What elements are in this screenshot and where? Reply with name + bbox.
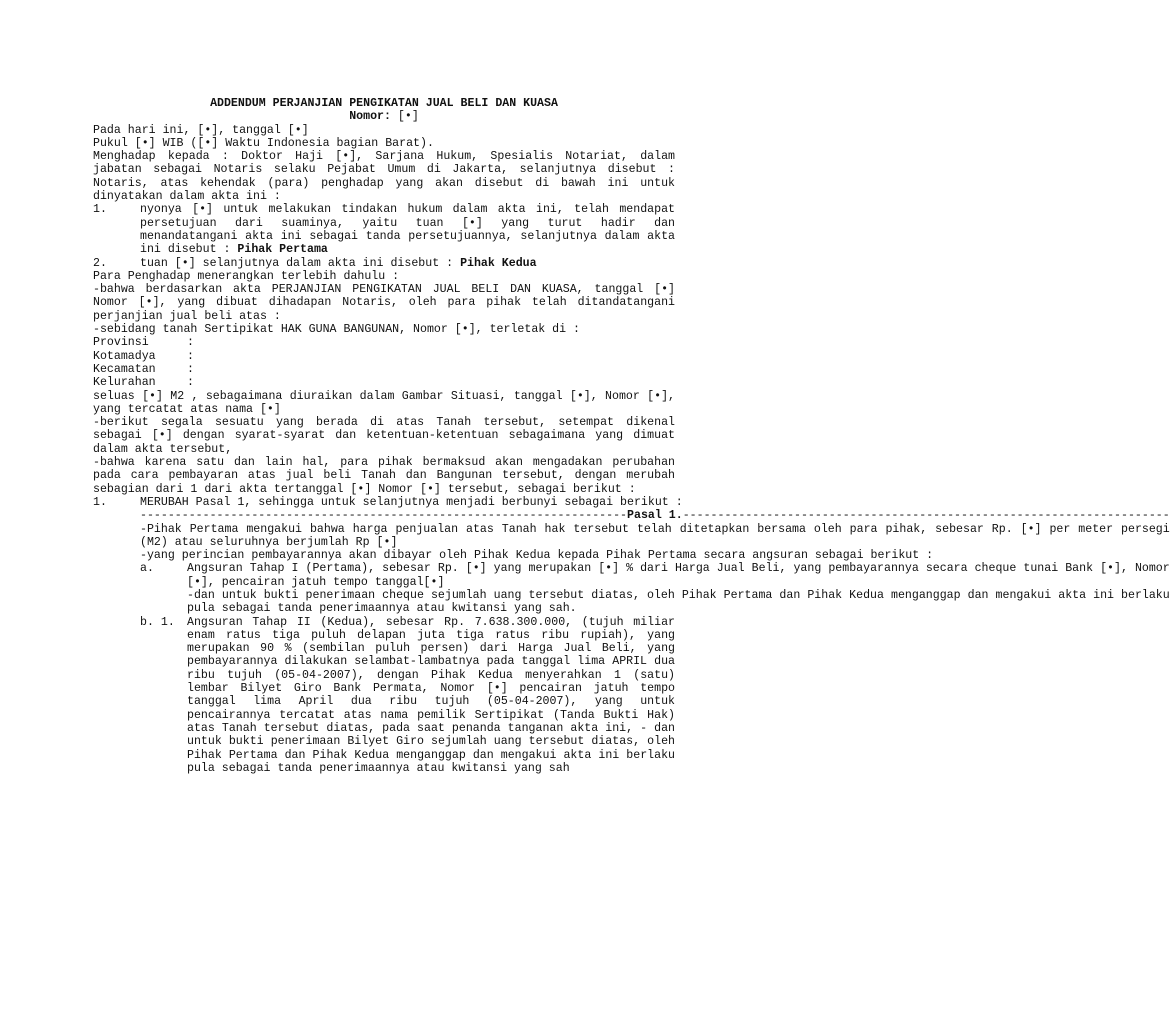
paragraph-price: -Pihak Pertama mengakui bahwa harga penjualan atas Tanah hak tersebut telah ditetapkan bersama oleh para pihak, sebesar Rp. [•] per meter persegi (M2) atau seluruhnya berjumlah Rp [•] xyxy=(140,522,1170,549)
amendment-item xyxy=(93,495,1170,616)
field-district: Kecamatan : xyxy=(93,362,194,376)
paragraph-area: seluas [•] M2 , sebagaimana diuraikan dalam Gambar Situasi, tanggal [•], Nomor [•], yang tercatat atas nama [•] xyxy=(93,389,675,416)
paragraph-day: Pada hari ini, [•], tanggal [•] xyxy=(93,123,309,137)
party-one-item xyxy=(93,203,675,256)
installment-b-text: Angsuran Tahap II (Kedua), sebesar Rp. 7.638.300.000, (tujuh miliar enam ratus tiga puluh delapan juta tiga ratus ribu rupiah), yang merupakan 90 % (sembilan puluh persen) dari Harga Jual Beli, yang pembayarannya dilakukan selambat-lambatnya pada tanggal lima APRIL dua ribu tujuh (05-04-2007), dengan Pihak Kedua menyerahkan 1 (satu) lembar Bilyet Giro Bank Permata, Nomor [•] pencairan jatuh tempo tanggal lima April dua ribu tujuh (05-04-2007), yang untuk pencairannya tercatat atas nama pemilik Sertipikat (Tanda Bukti Hak) atas Tanah tersebut diatas, pada saat penanda tanganan akta ini, - dan untuk bukti penerimaan Bilyet Giro sejumlah uang tersebut diatas, oleh Pihak Pertama dan Pihak Kedua menganggap dan mengakui akta ini berlaku pula sebagai tanda penerimaannya atau kwitansi yang sah xyxy=(187,615,675,775)
installment-a xyxy=(140,562,1170,615)
paragraph-land: -sebidang tanah Sertipikat HAK GUNA BANGUNAN, Nomor [•], terletak di : xyxy=(93,323,581,337)
paragraph-explain: Para Penghadap menerangkan terlebih dahulu : xyxy=(93,269,400,283)
party-two-text: tuan [•] selanjutnya dalam akta ini disebut : Pihak Kedua xyxy=(140,256,537,270)
party-two-item xyxy=(93,257,675,270)
field-city: Kotamadya : xyxy=(93,349,194,363)
paragraph-installments: -yang perincian pembayarannya akan dibayar oleh Pihak Kedua kepada Pihak Pertama secara angsuran sebagai berikut : xyxy=(140,549,934,563)
installment-a-number: a. xyxy=(140,562,154,576)
party-one-number: 1. xyxy=(93,203,107,217)
installment-a-text: Angsuran Tahap I (Pertama), sebesar Rp. [•] yang merupakan [•] % dari Harga Jual Beli, yang pembayarannya secara cheque tunai Bank [•], Nomor [•], pencairan jatuh tempo tanggal[•] xyxy=(187,562,1170,589)
party-two-number: 2. xyxy=(93,256,107,270)
field-subdistrict: Kelurahan : xyxy=(93,376,194,390)
paragraph-whereas-2: -bahwa karena satu dan lain hal, para pihak bermaksud akan mengadakan perubahan pada cara pembayaran atas jual beli Tanah dan Bangunan tersebut, dengan merubah sebagian dari 1 dari akta tertanggal [•] Nomor [•] tersebut, sebagai berikut : xyxy=(93,456,675,496)
installment-b-number: b. 1. xyxy=(140,615,175,629)
installment-b xyxy=(140,616,675,776)
amendment-text: MERUBAH Pasal 1, sehingga untuk selanjutnya menjadi berbunyi sebagai berikut : xyxy=(140,495,683,509)
paragraph-appearance: Menghadap kepada : Doktor Haji [•], Sarjana Hukum, Spesialis Notariat, dalam jabatan sebagai Notaris selaku Pejabat Umum di Jakarta, selanjutnya disebut : Notaris, atas kehendak (para) penghadap yang akan disebut di bawah ini untuk dinyatakan dalam akta ini : xyxy=(93,150,675,204)
article-heading: ---------------------------------------------------------------------- Pasal 1. ---------------------------------------------------------------------- xyxy=(140,509,1170,523)
document-page xyxy=(93,97,1170,775)
installment-a-receipt: -dan untuk bukti penerimaan cheque sejumlah uang tersebut diatas, oleh Pihak Pertama dan Pihak Kedua menganggap dan mengakui akta ini berlaku pula sebagai tanda penerimaannya atau kwitansi yang sah. xyxy=(187,588,1170,616)
installment-a-body xyxy=(187,562,1170,615)
paragraph-whereas-1: -bahwa berdasarkan akta PERJANJIAN PENGIKATAN JUAL BELI DAN KUASA, tanggal [•] Nomor [•], yang dibuat dihadapan Notaris, oleh para pihak telah ditandatangani perjanjian jual beli atas : xyxy=(93,283,675,323)
document-number: Nomor: [•] xyxy=(349,110,419,124)
article-title: Pasal 1. xyxy=(627,509,683,523)
party-two-label: Pihak Kedua xyxy=(460,256,537,270)
document-title: ADDENDUM PERJANJIAN PENGIKATAN JUAL BELI DAN KUASA xyxy=(210,97,558,110)
amendment-number: 1. xyxy=(93,495,107,509)
party-one-text: nyonya [•] untuk melakukan tindakan hukum dalam akta ini, telah mendapat persetujuan dari suaminya, yaitu tuan [•] yang turut hadir dan menandatangani akta ini sebagai tanda persetujuannya, selanjutnya dalam akta ini disebut : Pihak Pertama xyxy=(140,203,675,257)
paragraph-time: Pukul [•] WIB ([•] Waktu Indonesia bagian Barat). xyxy=(93,136,434,150)
party-one-label: Pihak Pertama xyxy=(237,243,328,257)
paragraph-including: -berikut segala sesuatu yang berada di atas Tanah tersebut, setempat dikenal sebagai [•] dengan syarat-syarat dan ketentuan-ketentuan sebagaimana yang dimuat dalam akta tersebut, xyxy=(93,416,675,456)
amendment-body xyxy=(140,496,1170,616)
field-province: Provinsi : xyxy=(93,336,194,350)
